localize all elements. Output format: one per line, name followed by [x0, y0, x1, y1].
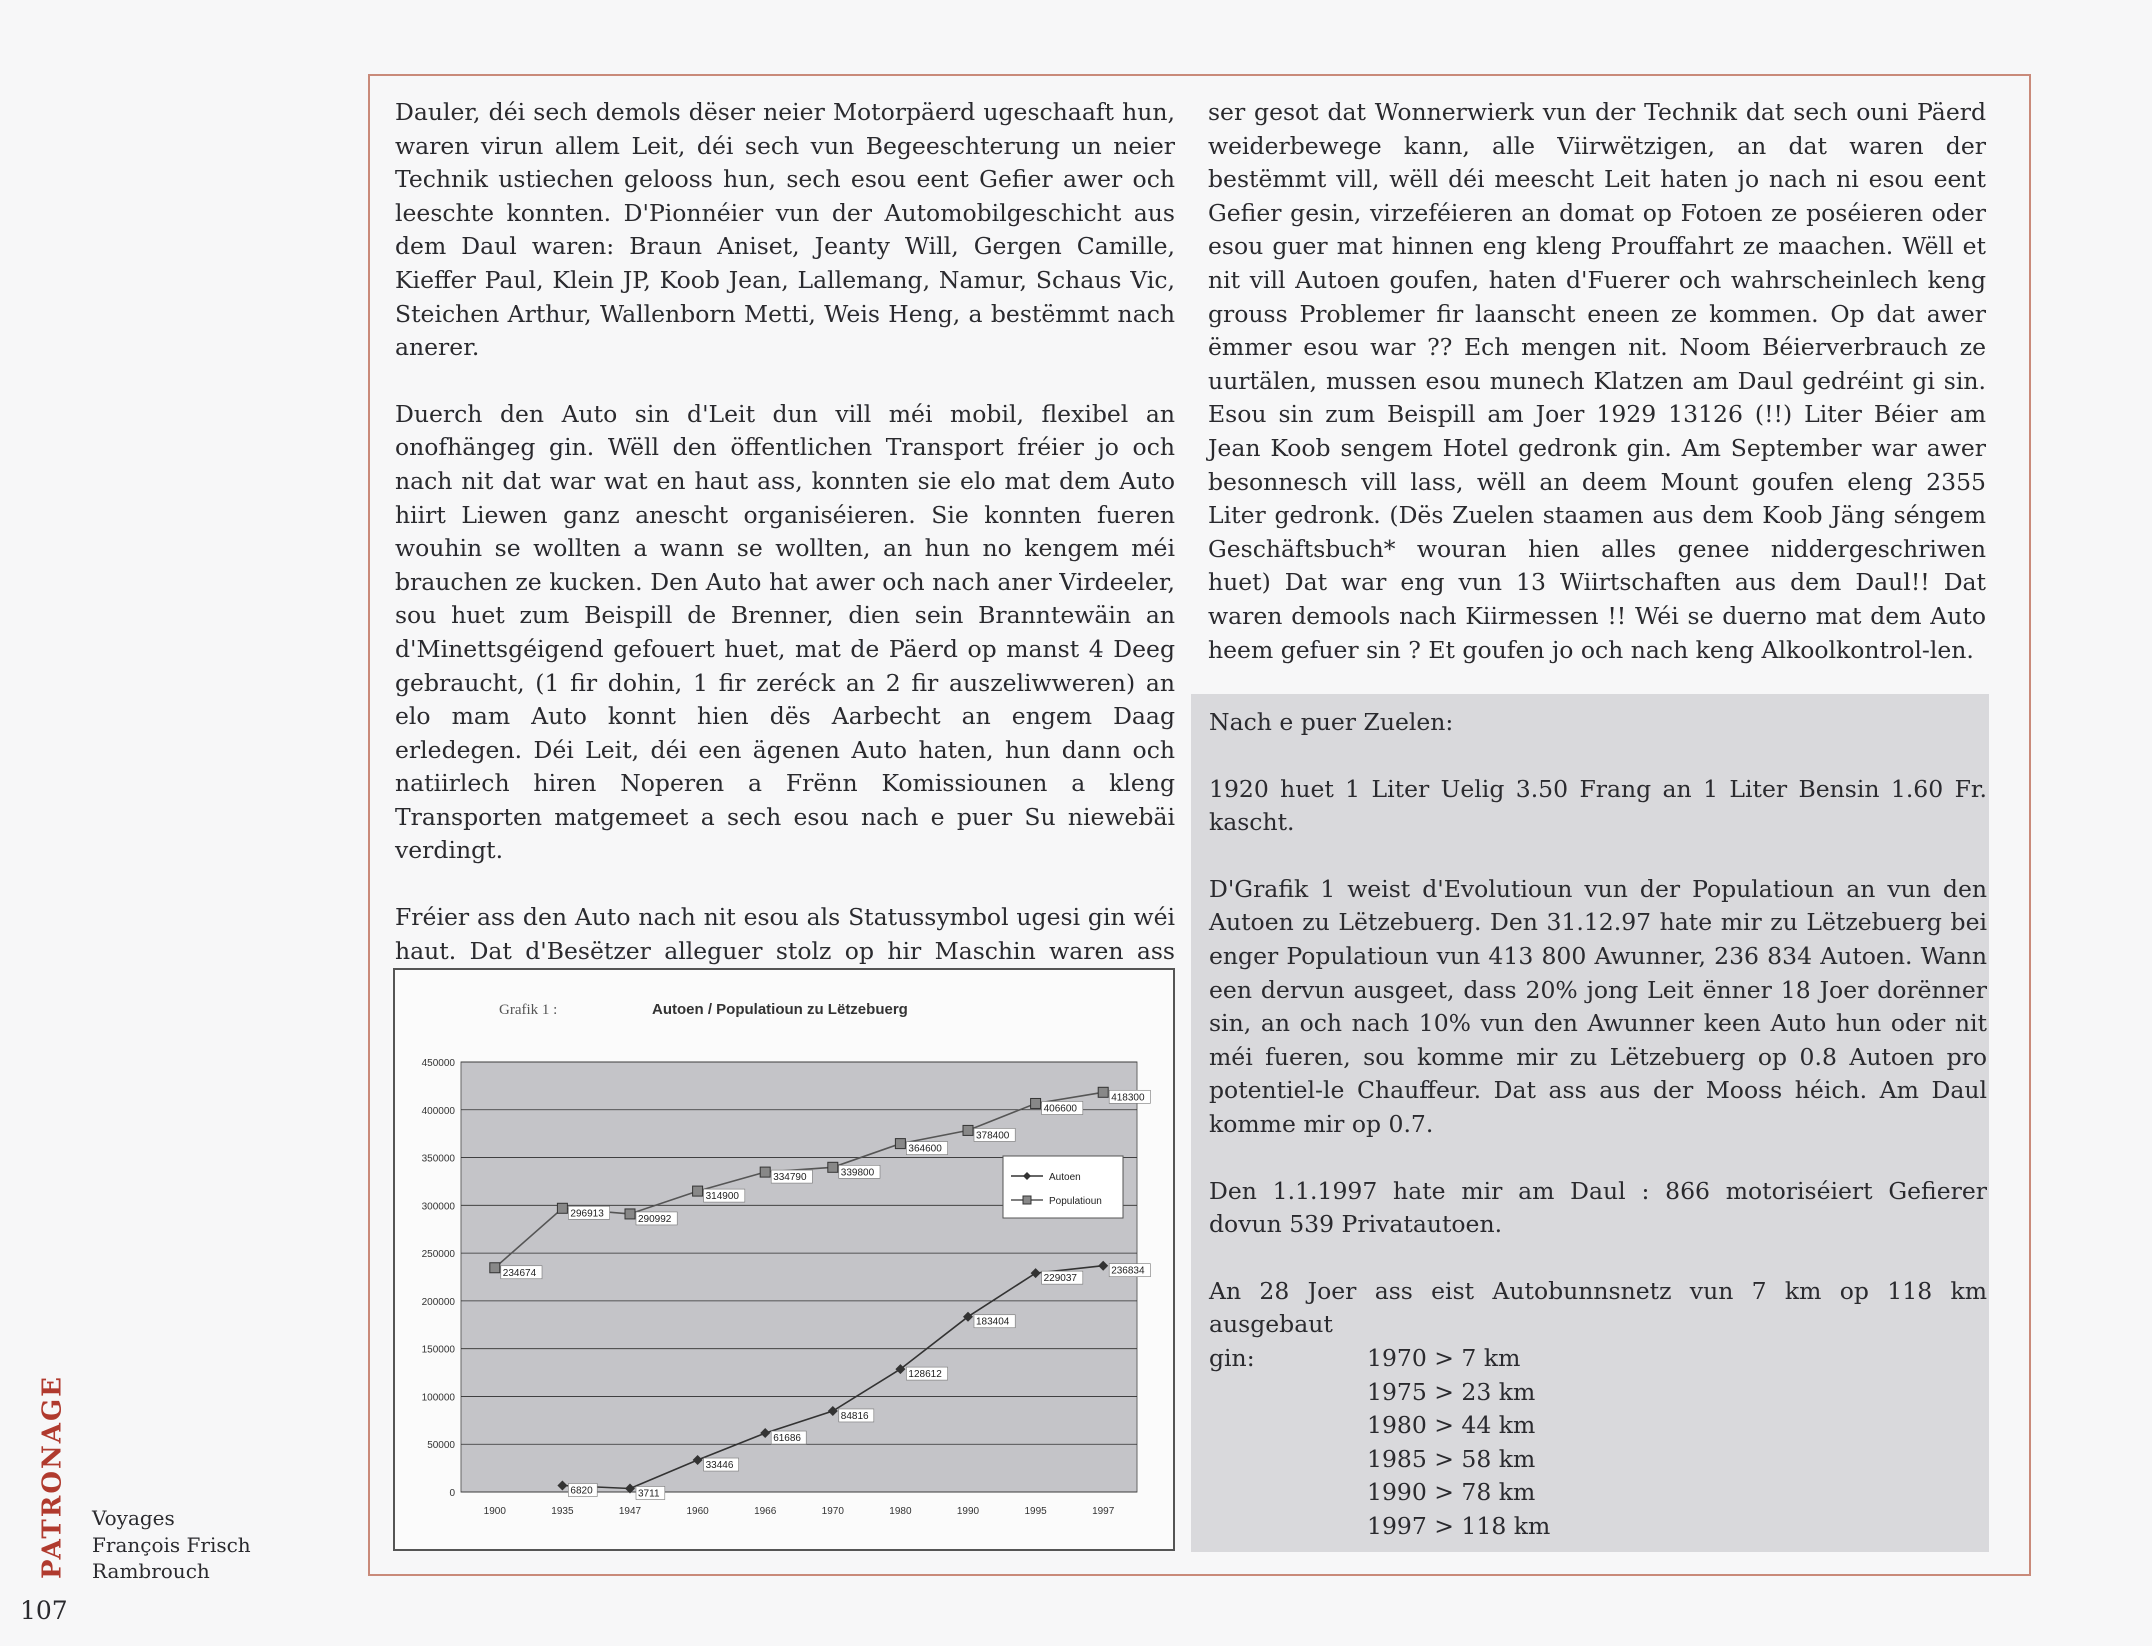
highway-row: [1209, 1510, 1987, 1544]
data-label: 364600: [908, 1143, 942, 1155]
data-point: [760, 1167, 770, 1177]
credit-line: Voyages: [92, 1506, 175, 1530]
y-tick-label: 300000: [421, 1201, 455, 1213]
legend-marker: [1023, 1196, 1031, 1204]
line-chart: [395, 970, 1173, 1549]
page-number: 107: [20, 1596, 68, 1625]
credit-line: François Frisch: [92, 1532, 251, 1557]
x-tick-label: 1990: [956, 1506, 980, 1517]
y-tick-label: 100000: [421, 1392, 455, 1404]
data-point: [1098, 1087, 1108, 1097]
data-label: 128612: [908, 1369, 942, 1381]
x-tick-label: 1966: [754, 1506, 777, 1517]
data-point: [1031, 1098, 1041, 1108]
highway-row: [1209, 1476, 1987, 1510]
highway-gin-label: gin:: [1209, 1343, 1255, 1372]
right-text-column: [1208, 96, 1986, 700]
paragraph: Den 1.1.1997 hate mir am Daul : 866 motoriséiert Gefierer dovun 539 Privatautoen.: [1209, 1176, 1987, 1239]
data-label: 236834: [1111, 1265, 1145, 1277]
highway-row: [1209, 1342, 1987, 1376]
highway-entry: 1985 > 58 km: [1367, 1444, 1536, 1473]
y-tick-label: 50000: [427, 1440, 455, 1452]
facts-box: [1191, 694, 1989, 1552]
x-tick-label: 1900: [483, 1506, 506, 1517]
highway-entry: 1975 > 23 km: [1367, 1377, 1536, 1406]
data-label: 339800: [840, 1167, 875, 1179]
data-label: 229037: [1043, 1273, 1077, 1285]
data-label: 234674: [502, 1267, 537, 1279]
y-tick-label: 0: [449, 1488, 455, 1499]
data-label: 61686: [773, 1433, 802, 1445]
paragraph: D'Grafik 1 weist d'Evolutioun vun der Populatioun an vun den Autoen zu Lëtzebuerg. Den 31.12.97 hate mir zu Lëtzebuerg bei enger Populatioun vun 413 800 Awunner, 236 834 Autoen. Wann een dervun ausgeet, dass 20% jong Leit ënner 18 Joer dorënner sin, an och nach 10% vun den Awunner keen Auto hun oder nit méi fueren, sou komme mir zu Lëtzebuerg op 0.8 Autoen pro potentiel-le Chauffeur. Dat ass aus der Mooss héich. Am Daul komme mir op 0.7.: [1209, 874, 1987, 1138]
paragraph: Duerch den Auto sin d'Leit dun vill méi mobil, flexibel an onofhängeg gin. Wëll den öffentlichen Transport fréier jo och nach nit dat war wat en haut ass, konnten sie elo mat dem Auto hiirt Liewen ganz anescht organiséieren. Sie konnten fueren wouhin se wollten a wann se wollten, an hun no kengem méi brauchen ze kucken. Den Auto hat awer och nach aner Virdeeler, sou huet zum Beispill de Brenner, dien sein Branntewäin an d'Minettsgéigend gefouert huet, mat de Päerd op manst 4 Deeg gebraucht, (1 fir dohin, 1 fir zeréck an 2 fir auszeliwweren) an elo mam Auto konnt hien dës Aarbecht an engem Daag erledegen. Déi Leit, déi een ägenen Auto haten, hun dann och natiirlech hiren Noperen a Frënn Komissiounen a kleng Transporten matgemeet a sech esou nach e puer Su niewebäi verdingt.: [395, 399, 1175, 865]
paragraph: ser gesot dat Wonnerwierk vun der Technik dat sech ouni Päerd weiderbewege kann, alle Viirwëtzigen, an dat waren der bestëmmt vill, wëll déi meescht Leit haten jo nach ni esou eent Gefier gesin, virzeféieren an domat op Fotoen ze poséieren oder esou guer mat hinnen eng kleng Prouffahrt ze maachen. Wëll et nit vill Autoen goufen, haten d'Fuerer och wahrscheinlech keng grouss Problemer fir laanscht eneen ze kommen. Op dat awer ëmmer esou war ?? Ech mengen nit. Noom Béierverbrauch ze uurtälen, mussen esou munech Klatzen am Daul gedréint gi sin. Esou sin zum Beispill am Joer 1929 13126 (!!) Liter Béier am Jean Koob sengem Hotel gedronk gin. Am September war awer besonnesch vill lass, wëll an deem Mount goufen eleng 2355 Liter gedronk. (Dës Zuelen staamen aus dem Koob Jäng séngem Geschäftsbuch* wouran hien alles genee niddergeschriwen huet) Dat war eng vun 13 Wiirtschaften aus dem Daul!! Dat waren demools nach Kiirmessen !! Wéi se duerno mat dem Auto heem gefuer sin ? Et goufen jo och nach keng Alkoolkontrol-len.: [1208, 98, 1986, 664]
highway-entry: 1980 > 44 km: [1367, 1411, 1536, 1440]
legend-label: Populatioun: [1049, 1196, 1102, 1207]
data-point: [895, 1139, 905, 1149]
x-tick-label: 1997: [1092, 1506, 1115, 1517]
y-tick-label: 250000: [421, 1249, 455, 1261]
highway-row: [1209, 1376, 1987, 1410]
x-tick-label: 1960: [686, 1506, 709, 1517]
highway-intro: An 28 Joer ass eist Autobunnsnetz vun 7 km op 118 km ausgebaut: [1209, 1276, 1987, 1339]
data-label: 6820: [570, 1485, 593, 1497]
x-tick-label: 1980: [889, 1506, 912, 1517]
paragraph: 1920 huet 1 Liter Uelig 3.50 Frang an 1 Liter Bensin 1.60 Fr. kascht.: [1209, 774, 1987, 837]
chart-caption: Grafik 1 :: [499, 1002, 558, 1018]
y-tick-label: 150000: [421, 1344, 455, 1356]
legend: [1003, 1156, 1123, 1218]
data-label: 418300: [1111, 1092, 1145, 1104]
data-point: [625, 1209, 635, 1219]
credit-block: [92, 1505, 251, 1585]
data-point: [828, 1162, 838, 1172]
y-tick-label: 400000: [421, 1105, 455, 1117]
left-text-column: [395, 96, 1175, 1068]
highway-entry: 1970 > 7 km: [1367, 1343, 1521, 1372]
highway-row: [1209, 1409, 1987, 1443]
data-point: [693, 1186, 703, 1196]
y-tick-label: 350000: [421, 1153, 455, 1165]
highway-paragraph: [1209, 1275, 1987, 1544]
facts-heading: Nach e puer Zuelen:: [1209, 708, 1454, 736]
y-tick-label: 200000: [421, 1296, 455, 1308]
data-point: [490, 1263, 500, 1273]
data-label: 314900: [705, 1191, 739, 1203]
chart-title: Autoen / Populatioun zu Lëtzebuerg: [652, 1001, 908, 1018]
data-label: 33446: [705, 1460, 734, 1472]
data-point: [557, 1203, 567, 1213]
data-label: 378400: [976, 1130, 1010, 1142]
highway-entry: 1990 > 78 km: [1367, 1478, 1536, 1507]
data-label: 84816: [840, 1410, 869, 1422]
paragraph: Dauler, déi sech demols dëser neier Motorpäerd ugeschaaft hun, waren virun allem Leit, déi sech vun Begeeschterung un neier Technik ustiechen gelooss hun, sech esou eent Gefier awer och leeschte konnten. D'Pionnéier vun der Automobilgeschicht aus dem Daul waren: Braun Aniset, Jeanty Will, Gergen Camille, Kieffer Paul, Klein JP, Koob Jean, Lallemang, Namur, Schaus Vic, Steichen Arthur, Wallenborn Metti, Weis Heng, a bestëmmt nach anerer.: [395, 98, 1175, 362]
x-tick-label: 1970: [821, 1506, 844, 1517]
data-label: 183404: [976, 1316, 1010, 1328]
data-label: 290992: [638, 1213, 672, 1225]
data-label: 3711: [638, 1488, 660, 1500]
chart-figure: [393, 968, 1175, 1551]
data-label: 334790: [773, 1172, 807, 1184]
paragraph: Fréier ass den Auto nach nit esou als Statussymbol ugesi gin wéi haut. Dat d'Besëtzer alleguer stolz op hir Maschin waren ass: [395, 903, 1175, 965]
highway-entry: 1997 > 118 km: [1367, 1511, 1551, 1540]
legend-label: Autoen: [1049, 1172, 1081, 1183]
x-tick-label: 1995: [1024, 1506, 1047, 1517]
x-tick-label: 1947: [618, 1506, 642, 1517]
credit-line: Rambrouch: [92, 1559, 210, 1583]
section-label: PATRONAGE: [37, 1375, 68, 1579]
data-label: 296913: [570, 1208, 604, 1220]
highway-row: [1209, 1443, 1987, 1477]
y-tick-label: 450000: [421, 1058, 455, 1069]
x-tick-label: 1935: [551, 1506, 574, 1517]
data-point: [963, 1125, 973, 1135]
data-label: 406600: [1043, 1103, 1077, 1115]
